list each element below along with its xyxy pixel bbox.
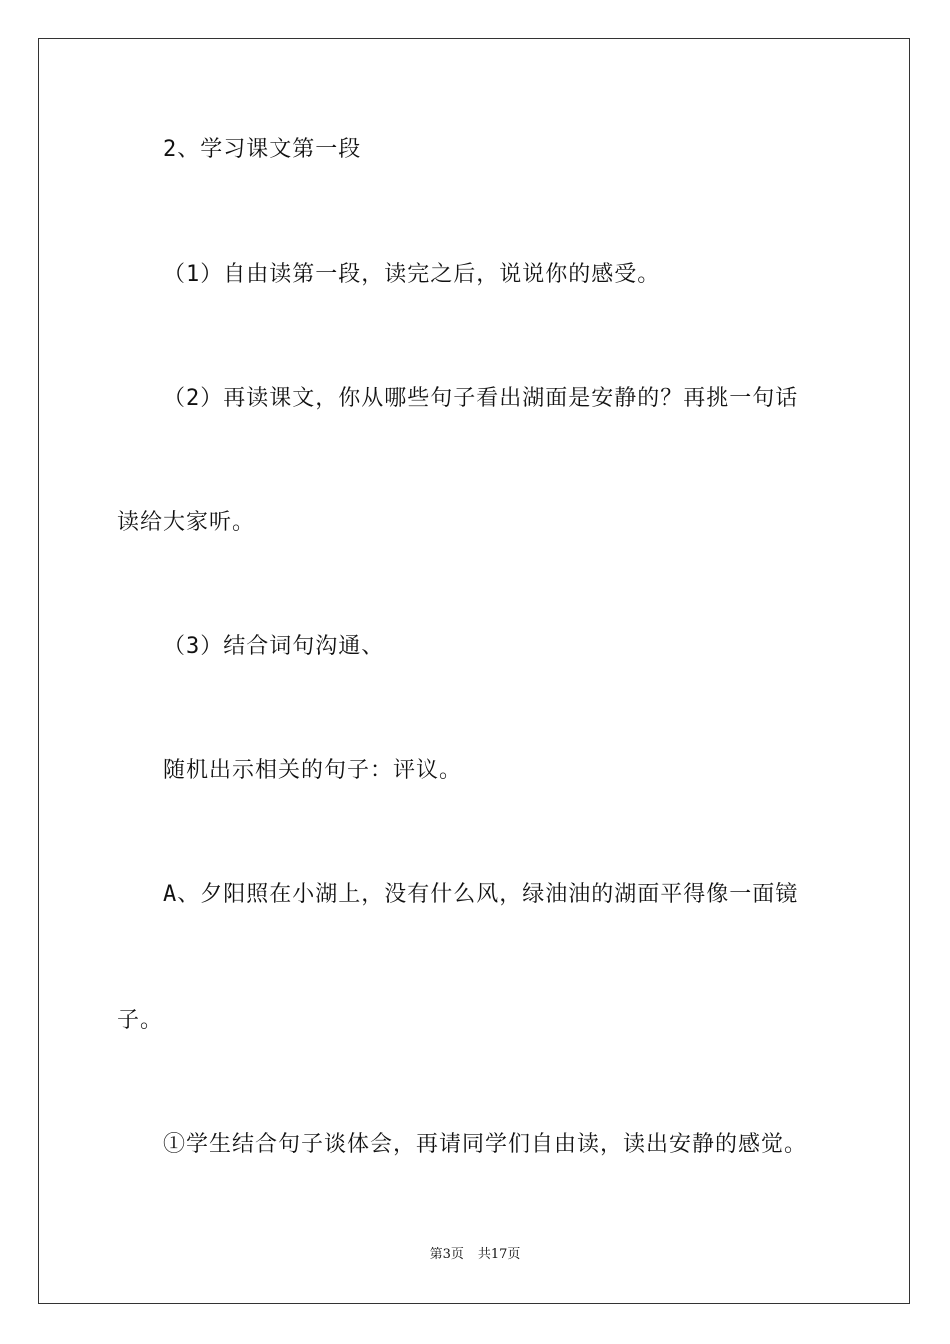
paragraph-line: 读给大家听。 — [117, 510, 256, 535]
page-total: 共17页 — [477, 1247, 521, 1262]
paragraph-line: 随机出示相关的句子：评议。 — [163, 758, 463, 783]
paragraph-line: （1）自由读第一段，读完之后，说说你的感受。 — [163, 262, 661, 287]
paragraph-line: （3）结合词句沟通、 — [163, 634, 385, 659]
paragraph-line: （2）再读课文，你从哪些句子看出湖面是安静的？再挑一句话 — [163, 386, 799, 411]
section-heading: 2、学习课文第一段 — [163, 137, 362, 162]
page-border — [38, 38, 910, 1304]
paragraph-line: A、夕阳照在小湖上，没有什么风，绿油油的湖面平得像一面镜 — [163, 882, 799, 907]
page-footer — [0, 1247, 950, 1263]
paragraph-line: ①学生结合句子谈体会，再请同学们自由读，读出安静的感觉。 — [163, 1132, 808, 1157]
paragraph-line: 子。 — [117, 1008, 164, 1033]
page-number: 第3页 — [429, 1247, 464, 1262]
